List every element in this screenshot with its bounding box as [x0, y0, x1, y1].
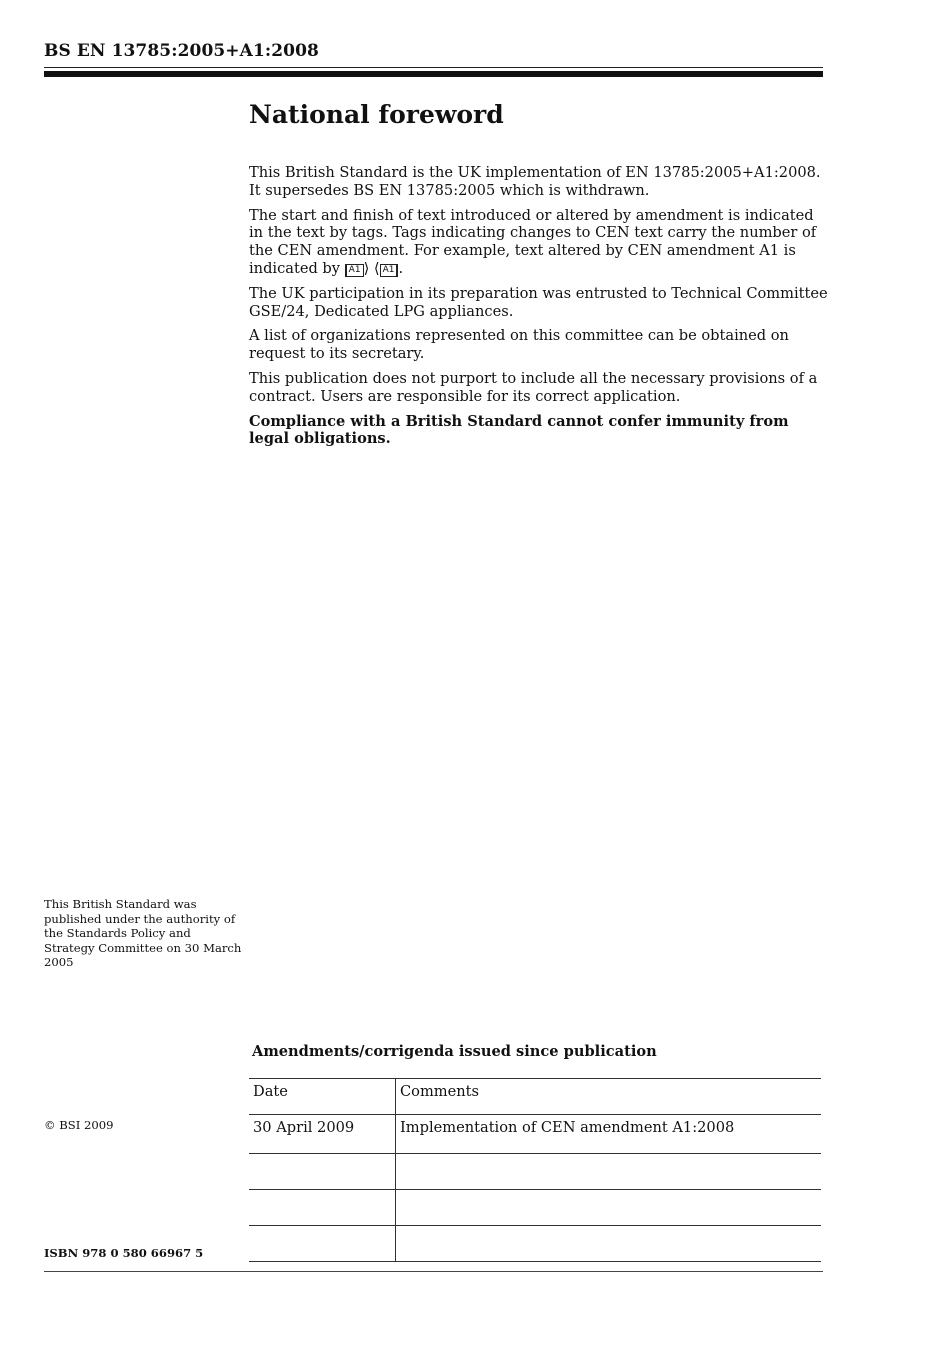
table-cell-date: 30 April 2009: [249, 1115, 396, 1153]
header-thick-rule: [44, 71, 823, 77]
isbn: ISBN 978 0 580 66967 5: [44, 1246, 204, 1260]
paragraph-amendment-tags: The start and finish of text introduced or altered by amendment is indicated in the text by tags. Tags indicating changes to CEN text carry the number of the CEN amendment. For example, text altered by CEN amendment A1 is indicated by A1 ⟩ ⟨ A1 .: [249, 206, 817, 277]
table-cell-comments: [396, 1226, 821, 1261]
publication-note: This British Standard was published under the authority of the Standards Policy and Strategy Committee on 30 March 2005: [44, 897, 242, 970]
column-header-date: Date: [249, 1079, 396, 1114]
paragraph-organizations: A list of organizations represented on this committee can be obtained on request to its secretary.: [249, 327, 789, 363]
amendments-heading: Amendments/corrigenda issued since publication: [252, 1043, 657, 1060]
page-title: National foreword: [249, 100, 504, 129]
table-cell-date: [249, 1154, 396, 1189]
paragraph-implementation: This British Standard is the UK implementation of EN 13785:2005+A1:2008. It supersedes BS EN 13785:2005 which is withdrawn.: [249, 164, 821, 199]
paragraph-committee: The UK participation in its preparation was entrusted to Technical Committee GSE/24, Dedicated LPG appliances.: [249, 284, 828, 320]
table-row: [249, 1114, 821, 1153]
document-id-header: BS EN 13785:2005+A1:2008: [44, 41, 319, 61]
table-row: [249, 1153, 821, 1189]
amendment-open-tag-icon: A1: [345, 264, 364, 277]
table-cell-comments: Implementation of CEN amendment A1:2008: [400, 1119, 735, 1136]
table-header-row: [249, 1078, 821, 1114]
table-row: [249, 1225, 821, 1262]
header-thin-rule: [44, 67, 823, 68]
table-cell-date: [249, 1226, 396, 1261]
footer-rule: [44, 1271, 823, 1272]
table-cell-comments: [396, 1190, 821, 1225]
table-row: [249, 1189, 821, 1225]
amendments-table: [249, 1078, 821, 1262]
table-cell-comments: [396, 1154, 821, 1189]
table-cell-date: [249, 1190, 396, 1225]
copyright-notice: © BSI 2009: [44, 1118, 114, 1132]
column-header-comments: Comments: [400, 1083, 480, 1100]
paragraph-amendment-tags-text: The start and finish of text introduced or altered by amendment is indicated in the text by tags. Tags indicating changes to CEN text carry the number of the CEN amendment. For example, text altered by CEN amendment A1 is indicated by: [249, 206, 817, 277]
foreword-body: [249, 164, 829, 455]
paragraph-compliance: Compliance with a British Standard cannot confer immunity from legal obligations.: [249, 412, 789, 448]
amendment-close-tag-icon: A1: [380, 264, 399, 277]
paragraph-provisions: This publication does not purport to include all the necessary provisions of a contract. Users are responsible for its correct application.: [249, 369, 818, 405]
